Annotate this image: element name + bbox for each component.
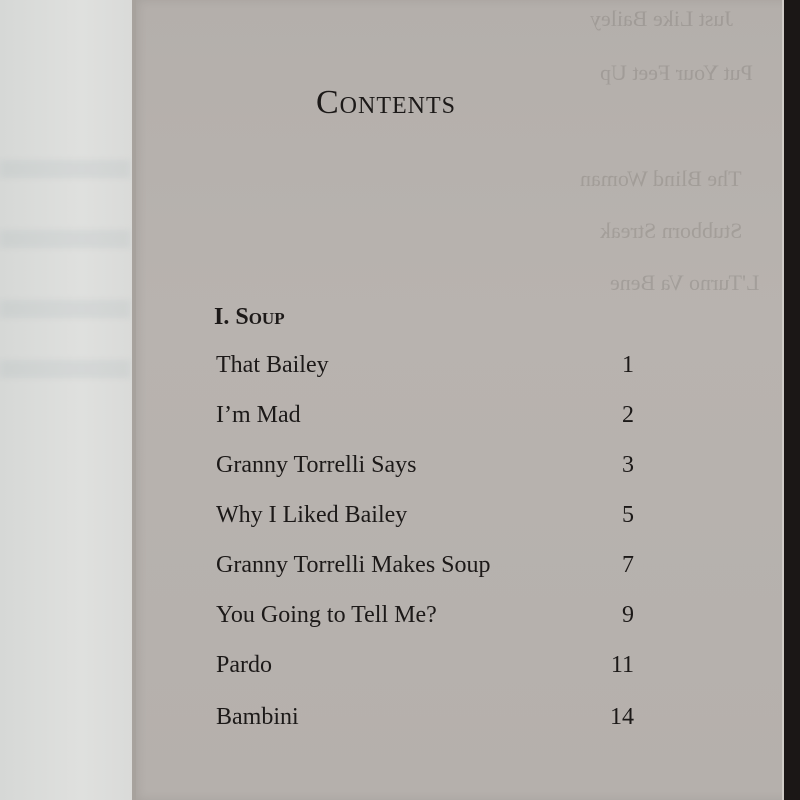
show-through-text: L'Turno Va Bene (610, 270, 760, 295)
entry-title: Pardo (216, 652, 272, 678)
dark-background-edge (782, 0, 800, 800)
toc-entry (216, 352, 634, 384)
entry-page-number: 14 (610, 704, 634, 730)
entry-title: Bambini (216, 704, 299, 730)
show-through-text: Just Like Bailey (590, 6, 733, 31)
faint-text-bleed (0, 230, 130, 248)
entry-page-number: 5 (622, 502, 634, 528)
entry-title: I’m Mad (216, 402, 301, 428)
toc-entry (216, 602, 634, 634)
show-through-text: Stubborn Streak (600, 218, 743, 243)
entry-page-number: 11 (610, 652, 634, 678)
show-through-text: The Blind Woman (580, 166, 742, 191)
toc-entry (216, 502, 634, 534)
faint-text-bleed (0, 360, 130, 378)
facing-page (0, 0, 136, 800)
entry-page-number: 1 (622, 352, 634, 378)
entry-title: That Bailey (216, 352, 329, 378)
entry-page-number: 9 (622, 602, 634, 628)
entry-title: Granny Torrelli Makes Soup (216, 552, 491, 578)
entry-page-number: 7 (622, 552, 634, 578)
faint-text-bleed (0, 160, 130, 178)
page-title: Contents (316, 84, 457, 121)
entry-page-number: 2 (622, 402, 634, 428)
faint-text-bleed (0, 300, 130, 318)
entry-page-number: 3 (622, 452, 634, 478)
entry-title: Granny Torrelli Says (216, 452, 417, 478)
toc-entry (216, 552, 634, 584)
toc-entry (216, 704, 634, 736)
section-heading: I. Soup (214, 304, 285, 330)
entry-title: Why I Liked Bailey (216, 502, 408, 528)
toc-entry (216, 652, 634, 684)
toc-entry (216, 452, 634, 484)
show-through-text: Put Your Feet Up (600, 60, 753, 85)
entry-title: You Going to Tell Me? (216, 602, 437, 628)
toc-entry (216, 402, 634, 434)
